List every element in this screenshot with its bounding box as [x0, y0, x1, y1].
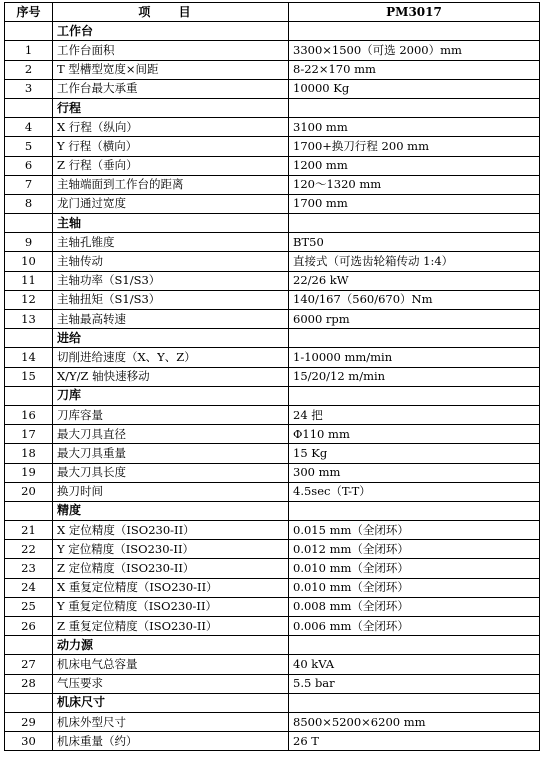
- table-row: [5, 290, 540, 309]
- row-value: 1-10000 mm/min: [289, 348, 540, 367]
- row-number: 7: [5, 175, 53, 194]
- row-number: 29: [5, 712, 53, 731]
- row-number: 13: [5, 310, 53, 329]
- row-value: 0.010 mm（全闭环）: [289, 559, 540, 578]
- row-number: 30: [5, 732, 53, 751]
- section-no-cell: [5, 22, 53, 41]
- row-number: 18: [5, 444, 53, 463]
- table-row: [5, 233, 540, 252]
- table-row: [5, 137, 540, 156]
- table-row: [5, 405, 540, 424]
- row-item: 主轴孔锥度: [53, 233, 289, 252]
- table-row: [5, 521, 540, 540]
- row-value: 8500×5200×6200 mm: [289, 712, 540, 731]
- row-number: 20: [5, 482, 53, 501]
- section-row: [5, 501, 540, 520]
- row-value: 0.012 mm（全闭环）: [289, 540, 540, 559]
- table-row: [5, 425, 540, 444]
- row-item: Y 行程（横向）: [53, 137, 289, 156]
- table-row: [5, 118, 540, 137]
- section-no-cell: [5, 329, 53, 348]
- row-value: 3100 mm: [289, 118, 540, 137]
- section-no-cell: [5, 501, 53, 520]
- row-item: Z 行程（垂向）: [53, 156, 289, 175]
- section-value-cell: [289, 636, 540, 655]
- section-title: 工作台: [53, 22, 289, 41]
- section-no-cell: [5, 386, 53, 405]
- table-row: [5, 674, 540, 693]
- row-number: 6: [5, 156, 53, 175]
- row-value: 4.5sec（T-T）: [289, 482, 540, 501]
- section-value-cell: [289, 693, 540, 712]
- row-item: X 行程（纵向）: [53, 118, 289, 137]
- section-row: [5, 636, 540, 655]
- row-item: Y 定位精度（ISO230-II）: [53, 540, 289, 559]
- row-number: 8: [5, 194, 53, 213]
- row-item: 最大刀具长度: [53, 463, 289, 482]
- row-item: 换刀时间: [53, 482, 289, 501]
- row-number: 14: [5, 348, 53, 367]
- row-value: 22/26 kW: [289, 271, 540, 290]
- row-item: Y 重复定位精度（ISO230-II）: [53, 597, 289, 616]
- row-number: 4: [5, 118, 53, 137]
- row-number: 3: [5, 79, 53, 98]
- table-row: [5, 597, 540, 616]
- row-value: 8-22×170 mm: [289, 60, 540, 79]
- table-row: [5, 578, 540, 597]
- table-row: [5, 271, 540, 290]
- row-number: 27: [5, 655, 53, 674]
- row-number: 23: [5, 559, 53, 578]
- row-value: 直接式（可选齿轮箱传动 1:4）: [289, 252, 540, 271]
- row-value: 120～1320 mm: [289, 175, 540, 194]
- row-value: 0.008 mm（全闭环）: [289, 597, 540, 616]
- section-title: 进给: [53, 329, 289, 348]
- row-item: 龙门通过宽度: [53, 194, 289, 213]
- row-value: 10000 Kg: [289, 79, 540, 98]
- row-value: 15 Kg: [289, 444, 540, 463]
- section-row: [5, 98, 540, 117]
- table-row: [5, 732, 540, 751]
- section-row: [5, 329, 540, 348]
- table-row: [5, 559, 540, 578]
- row-value: 6000 rpm: [289, 310, 540, 329]
- row-value: 1700+换刀行程 200 mm: [289, 137, 540, 156]
- table-row: [5, 482, 540, 501]
- row-number: 5: [5, 137, 53, 156]
- section-title: 机床尺寸: [53, 693, 289, 712]
- row-item: 工作台最大承重: [53, 79, 289, 98]
- row-item: X 重复定位精度（ISO230-II）: [53, 578, 289, 597]
- row-item: 工作台面积: [53, 41, 289, 60]
- table-row: [5, 252, 540, 271]
- table-row: [5, 41, 540, 60]
- row-value: 0.006 mm（全闭环）: [289, 617, 540, 636]
- row-number: 1: [5, 41, 53, 60]
- row-value: 140/167（560/670）Nm: [289, 290, 540, 309]
- table-row: [5, 310, 540, 329]
- row-item: 气压要求: [53, 674, 289, 693]
- row-value: 3300×1500（可选 2000）mm: [289, 41, 540, 60]
- row-number: 26: [5, 617, 53, 636]
- section-row: [5, 214, 540, 233]
- section-title: 刀库: [53, 386, 289, 405]
- section-row: [5, 386, 540, 405]
- section-row: [5, 693, 540, 712]
- row-item: X 定位精度（ISO230-II）: [53, 521, 289, 540]
- section-title: 行程: [53, 98, 289, 117]
- row-number: 22: [5, 540, 53, 559]
- section-value-cell: [289, 22, 540, 41]
- row-item: 机床外型尺寸: [53, 712, 289, 731]
- row-number: 17: [5, 425, 53, 444]
- row-item: 主轴传动: [53, 252, 289, 271]
- table-row: [5, 367, 540, 386]
- row-number: 28: [5, 674, 53, 693]
- section-no-cell: [5, 693, 53, 712]
- row-number: 9: [5, 233, 53, 252]
- row-value: BT50: [289, 233, 540, 252]
- row-value: 300 mm: [289, 463, 540, 482]
- header-no: 序号: [5, 3, 53, 22]
- table-header: [5, 3, 540, 22]
- row-item: X/Y/Z 轴快速移动: [53, 367, 289, 386]
- table-row: [5, 655, 540, 674]
- row-number: 16: [5, 405, 53, 424]
- row-value: 1200 mm: [289, 156, 540, 175]
- section-value-cell: [289, 386, 540, 405]
- row-number: 11: [5, 271, 53, 290]
- row-number: 25: [5, 597, 53, 616]
- spec-table: [4, 2, 540, 751]
- row-number: 12: [5, 290, 53, 309]
- section-value-cell: [289, 98, 540, 117]
- row-value: 26 T: [289, 732, 540, 751]
- row-number: 21: [5, 521, 53, 540]
- section-no-cell: [5, 214, 53, 233]
- row-item: T 型槽型宽度×间距: [53, 60, 289, 79]
- row-number: 15: [5, 367, 53, 386]
- table-row: [5, 540, 540, 559]
- row-item: 机床电气总容量: [53, 655, 289, 674]
- table-row: [5, 463, 540, 482]
- row-item: Z 重复定位精度（ISO230-II）: [53, 617, 289, 636]
- section-value-cell: [289, 501, 540, 520]
- row-value: 5.5 bar: [289, 674, 540, 693]
- row-item: 机床重量（约）: [53, 732, 289, 751]
- row-item: 最大刀具重量: [53, 444, 289, 463]
- row-item: 最大刀具直径: [53, 425, 289, 444]
- section-value-cell: [289, 214, 540, 233]
- table-row: [5, 194, 540, 213]
- section-title: 动力源: [53, 636, 289, 655]
- section-no-cell: [5, 636, 53, 655]
- row-value: 1700 mm: [289, 194, 540, 213]
- table-body: [5, 22, 540, 751]
- row-item: 主轴功率（S1/S3）: [53, 271, 289, 290]
- section-value-cell: [289, 329, 540, 348]
- row-number: 2: [5, 60, 53, 79]
- table-row: [5, 712, 540, 731]
- table-row: [5, 60, 540, 79]
- section-title: 主轴: [53, 214, 289, 233]
- row-item: 主轴最高转速: [53, 310, 289, 329]
- header-model: PM3017: [289, 3, 540, 22]
- row-number: 19: [5, 463, 53, 482]
- table-row: [5, 348, 540, 367]
- row-value: 0.015 mm（全闭环）: [289, 521, 540, 540]
- row-item: 刀库容量: [53, 405, 289, 424]
- table-row: [5, 617, 540, 636]
- table-row: [5, 175, 540, 194]
- table-row: [5, 156, 540, 175]
- table-row: [5, 79, 540, 98]
- row-number: 10: [5, 252, 53, 271]
- row-item: 切削进给速度（X、Y、Z）: [53, 348, 289, 367]
- row-item: Z 定位精度（ISO230-II）: [53, 559, 289, 578]
- row-value: Φ110 mm: [289, 425, 540, 444]
- row-value: 15/20/12 m/min: [289, 367, 540, 386]
- row-value: 40 kVA: [289, 655, 540, 674]
- table-row: [5, 444, 540, 463]
- row-value: 0.010 mm（全闭环）: [289, 578, 540, 597]
- row-item: 主轴扭矩（S1/S3）: [53, 290, 289, 309]
- row-item: 主轴端面到工作台的距离: [53, 175, 289, 194]
- header-item: 项 目: [53, 3, 289, 22]
- header-row: [5, 3, 540, 22]
- section-title: 精度: [53, 501, 289, 520]
- row-number: 24: [5, 578, 53, 597]
- section-row: [5, 22, 540, 41]
- row-value: 24 把: [289, 405, 540, 424]
- section-no-cell: [5, 98, 53, 117]
